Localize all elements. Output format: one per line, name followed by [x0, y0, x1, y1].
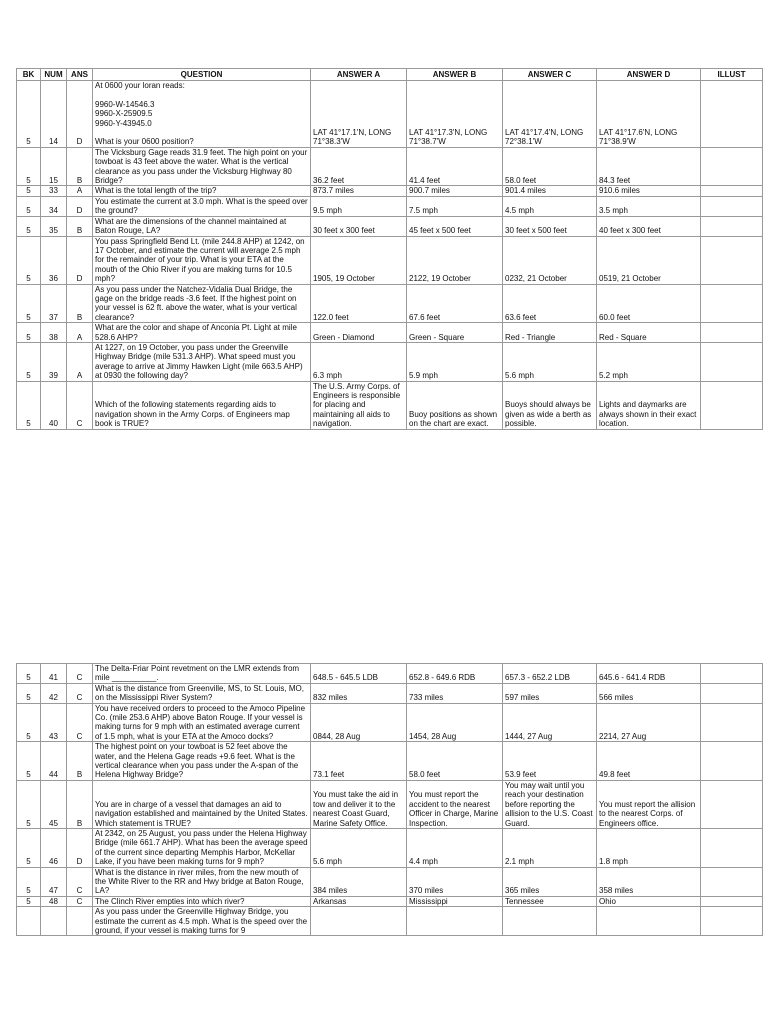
bk-cell: 5: [17, 867, 41, 896]
answer-a-cell: 36.2 feet: [311, 147, 407, 186]
answer-d-cell: 5.2 mph: [597, 342, 701, 381]
question-cell: What are the color and shape of Anconia Pt. Light at mile 528.6 AHP?: [93, 323, 311, 343]
illust-cell: [701, 381, 763, 429]
bk-cell: 5: [17, 186, 41, 196]
answer-a-cell: 648.5 - 645.5 LDB: [311, 664, 407, 684]
illust-cell: [701, 780, 763, 828]
answer-b-cell: LAT 41°17.3'N, LONG 71°38.7'W: [407, 81, 503, 148]
table-row: [17, 284, 763, 323]
num-cell: 33: [41, 186, 67, 196]
answer-d-cell: 84.3 feet: [597, 147, 701, 186]
ans-cell: C: [67, 867, 93, 896]
answer-d-cell: 910.6 miles: [597, 186, 701, 196]
table-row: [17, 780, 763, 828]
answer-c-cell: LAT 41°17.4'N, LONG 72°38.1'W: [503, 81, 597, 148]
table-row: [17, 683, 763, 703]
answer-a-cell: You must take the aid in tow and deliver it to the nearest Coast Guard, Marine Safety Office.: [311, 780, 407, 828]
bk-cell: 5: [17, 342, 41, 381]
illust-cell: [701, 284, 763, 323]
num-cell: 14: [41, 81, 67, 148]
header-answer-b: ANSWER B: [407, 69, 503, 81]
ans-cell: B: [67, 284, 93, 323]
illust-cell: [701, 342, 763, 381]
table-row: [17, 147, 763, 186]
answer-d-cell: 2214, 27 Aug: [597, 703, 701, 742]
table-row: [17, 342, 763, 381]
answer-a-cell: LAT 41°17.1'N, LONG 71°38.3'W: [311, 81, 407, 148]
answer-d-cell: LAT 41°17.6'N, LONG 71°38.9'W: [597, 81, 701, 148]
illust-cell: [701, 896, 763, 906]
answer-b-cell: 2122, 19 October: [407, 236, 503, 284]
answer-a-cell: The U.S. Army Corps. of Engineers is responsible for placing and maintaining all aids to navigation.: [311, 381, 407, 429]
ans-cell: A: [67, 186, 93, 196]
question-cell: The Vicksburg Gage reads 31.9 feet. The high point on your towboat is 43 feet above the water. What is the vertical clearance as you pass under the Vicksburg Highway 80 Bridge?: [93, 147, 311, 186]
answer-a-cell: 873.7 miles: [311, 186, 407, 196]
bk-cell: 5: [17, 323, 41, 343]
answer-c-cell: 5.6 mph: [503, 342, 597, 381]
question-cell: The Delta-Friar Point revetment on the LMR extends from mile __________.: [93, 664, 311, 684]
num-cell: 43: [41, 703, 67, 742]
answer-c-cell: 2.1 mph: [503, 828, 597, 867]
answer-d-cell: 49.8 feet: [597, 742, 701, 781]
num-cell: 15: [41, 147, 67, 186]
bk-cell: 5: [17, 236, 41, 284]
num-cell: 47: [41, 867, 67, 896]
answer-a-cell: 0844, 28 Aug: [311, 703, 407, 742]
question-cell: You have received orders to proceed to the Amoco Pipeline Co. (mile 253.6 AHP) above Baton Rouge. If your vessel is making turns for 9 mph with an estimated average current of 1.5 mph, what is your ETA at the Amoco docks?: [93, 703, 311, 742]
answer-a-cell: 73.1 feet: [311, 742, 407, 781]
bk-cell: 5: [17, 683, 41, 703]
num-cell: 48: [41, 896, 67, 906]
question-cell: As you pass under the Natchez-Vidalia Dual Bridge, the gage on the bridge reads -3.6 feet. If the highest point on your vessel is 62 ft. above the water, what is your vertical clearance?: [93, 284, 311, 323]
answer-d-cell: 358 miles: [597, 867, 701, 896]
table-row: [17, 896, 763, 906]
answer-b-cell: Buoy positions as shown on the chart are exact.: [407, 381, 503, 429]
num-cell: 35: [41, 216, 67, 236]
answer-b-cell: Mississippi: [407, 896, 503, 906]
ans-cell: C: [67, 664, 93, 684]
table-row: [17, 742, 763, 781]
bk-cell: 5: [17, 216, 41, 236]
bk-cell: 5: [17, 828, 41, 867]
header-row: [17, 69, 763, 81]
illust-cell: [701, 867, 763, 896]
ans-cell: C: [67, 703, 93, 742]
ans-cell: A: [67, 342, 93, 381]
answer-c-cell: 58.0 feet: [503, 147, 597, 186]
answer-b-cell: 733 miles: [407, 683, 503, 703]
header-bk: BK: [17, 69, 41, 81]
answer-c-cell: Buoys should always be given as wide a berth as possible.: [503, 381, 597, 429]
bk-cell: 5: [17, 81, 41, 148]
answer-d-cell: 0519, 21 October: [597, 236, 701, 284]
answer-d-cell: [597, 907, 701, 936]
table-row: [17, 703, 763, 742]
header-illust: ILLUST: [701, 69, 763, 81]
ans-cell: D: [67, 828, 93, 867]
question-cell: What is the distance in river miles, from the new mouth of the White River to the RR and Hwy bridge at Baton Rouge, LA?: [93, 867, 311, 896]
answer-a-cell: [311, 907, 407, 936]
num-cell: 38: [41, 323, 67, 343]
num-cell: 39: [41, 342, 67, 381]
ans-cell: B: [67, 780, 93, 828]
answer-b-cell: [407, 907, 503, 936]
question-cell: What are the dimensions of the channel maintained at Baton Rouge, LA?: [93, 216, 311, 236]
answer-a-cell: 122.0 feet: [311, 284, 407, 323]
ans-cell: B: [67, 216, 93, 236]
answer-c-cell: 657.3 - 652.2 LDB: [503, 664, 597, 684]
header-question: QUESTION: [93, 69, 311, 81]
answer-c-cell: 4.5 mph: [503, 196, 597, 216]
answer-b-cell: 41.4 feet: [407, 147, 503, 186]
num-cell: [41, 907, 67, 936]
answer-c-cell: 901.4 miles: [503, 186, 597, 196]
bk-cell: [17, 907, 41, 936]
answer-c-cell: [503, 907, 597, 936]
answer-b-cell: 67.6 feet: [407, 284, 503, 323]
illust-cell: [701, 147, 763, 186]
num-cell: 37: [41, 284, 67, 323]
num-cell: 34: [41, 196, 67, 216]
table-row: [17, 664, 763, 684]
table-row: [17, 236, 763, 284]
answer-b-cell: 652.8 - 649.6 RDB: [407, 664, 503, 684]
ans-cell: C: [67, 683, 93, 703]
num-cell: 36: [41, 236, 67, 284]
ans-cell: C: [67, 896, 93, 906]
ans-cell: B: [67, 147, 93, 186]
answer-d-cell: 566 miles: [597, 683, 701, 703]
answer-b-cell: 370 miles: [407, 867, 503, 896]
question-cell: What is the total length of the trip?: [93, 186, 311, 196]
num-cell: 46: [41, 828, 67, 867]
answer-b-cell: 900.7 miles: [407, 186, 503, 196]
answer-a-cell: Arkansas: [311, 896, 407, 906]
bk-cell: 5: [17, 381, 41, 429]
answer-b-cell: 4.4 mph: [407, 828, 503, 867]
header-answer-a: ANSWER A: [311, 69, 407, 81]
ans-cell: D: [67, 236, 93, 284]
answer-d-cell: 60.0 feet: [597, 284, 701, 323]
header-num: NUM: [41, 69, 67, 81]
answer-c-cell: 63.6 feet: [503, 284, 597, 323]
illust-cell: [701, 236, 763, 284]
answer-d-cell: Red - Square: [597, 323, 701, 343]
num-cell: 42: [41, 683, 67, 703]
bk-cell: 5: [17, 196, 41, 216]
header-answer-d: ANSWER D: [597, 69, 701, 81]
illust-cell: [701, 186, 763, 196]
question-cell: As you pass under the Greenville Highway Bridge, you estimate the current as 4.5 mph. What is the speed over the ground, if your vessel is making turns for 9: [93, 907, 311, 936]
table-row: [17, 828, 763, 867]
answer-a-cell: 6.3 mph: [311, 342, 407, 381]
answer-c-cell: 1444, 27 Aug: [503, 703, 597, 742]
answer-a-cell: 1905, 19 October: [311, 236, 407, 284]
answer-d-cell: 40 feet x 300 feet: [597, 216, 701, 236]
question-cell: You pass Springfield Bend Lt. (mile 244.8 AHP) at 1242, on 17 October, and estimate the current will average 2.5 mph for the remainder of your trip. What is your ETA at the mouth of the Ohio River if you are making turns for 10.5 mph?: [93, 236, 311, 284]
table-row: [17, 323, 763, 343]
answer-d-cell: 645.6 - 641.4 RDB: [597, 664, 701, 684]
illust-cell: [701, 323, 763, 343]
illust-cell: [701, 196, 763, 216]
illust-cell: [701, 81, 763, 148]
bk-cell: 5: [17, 896, 41, 906]
illust-cell: [701, 742, 763, 781]
table-row: [17, 81, 763, 148]
illust-cell: [701, 828, 763, 867]
num-cell: 45: [41, 780, 67, 828]
question-cell: At 1227, on 19 October, you pass under the Greenville Highway Bridge (mile 531.3 AHP). What speed must you average to arrive at Jimmy Hawken Light (mile 663.5 AHP) at 0930 the following day?: [93, 342, 311, 381]
question-cell: The Clinch River empties into which river?: [93, 896, 311, 906]
answer-b-cell: 58.0 feet: [407, 742, 503, 781]
answer-c-cell: 53.9 feet: [503, 742, 597, 781]
table-1-body: [17, 81, 763, 430]
ans-cell: B: [67, 742, 93, 781]
bk-cell: 5: [17, 664, 41, 684]
answer-d-cell: 1.8 mph: [597, 828, 701, 867]
answer-a-cell: 384 miles: [311, 867, 407, 896]
header-ans: ANS: [67, 69, 93, 81]
answer-b-cell: Green - Square: [407, 323, 503, 343]
ans-cell: [67, 907, 93, 936]
table-row: [17, 186, 763, 196]
table-row: [17, 381, 763, 429]
answer-c-cell: 597 miles: [503, 683, 597, 703]
answer-a-cell: 9.5 mph: [311, 196, 407, 216]
answer-b-cell: 1454, 28 Aug: [407, 703, 503, 742]
ans-cell: D: [67, 81, 93, 148]
num-cell: 40: [41, 381, 67, 429]
table-row: [17, 196, 763, 216]
answer-c-cell: 30 feet x 500 feet: [503, 216, 597, 236]
illust-cell: [701, 703, 763, 742]
question-cell: The highest point on your towboat is 52 feet above the water, and the Helena Gage reads +9.6 feet. What is the vertical clearance when you pass under the A-span of the Helena Highway Bridge?: [93, 742, 311, 781]
answer-a-cell: 832 miles: [311, 683, 407, 703]
table-row: [17, 216, 763, 236]
answer-c-cell: You may wait until you reach your destination before reporting the allision to the U.S. Coast Guard.: [503, 780, 597, 828]
ans-cell: D: [67, 196, 93, 216]
ans-cell: C: [67, 381, 93, 429]
bk-cell: 5: [17, 780, 41, 828]
illust-cell: [701, 216, 763, 236]
bk-cell: 5: [17, 284, 41, 323]
answer-c-cell: Tennessee: [503, 896, 597, 906]
answer-b-cell: You must report the accident to the nearest Officer in Charge, Marine Inspection.: [407, 780, 503, 828]
answer-d-cell: 3.5 mph: [597, 196, 701, 216]
answer-d-cell: Lights and daymarks are always shown in their exact location.: [597, 381, 701, 429]
question-cell: You estimate the current at 3.0 mph. What is the speed over the ground?: [93, 196, 311, 216]
answer-d-cell: You must report the allision to the nearest Corps. of Engineers office.: [597, 780, 701, 828]
illust-cell: [701, 664, 763, 684]
bk-cell: 5: [17, 703, 41, 742]
question-cell: You are in charge of a vessel that damages an aid to navigation established and maintained by the United States. Which statement is TRUE?: [93, 780, 311, 828]
answer-b-cell: 7.5 mph: [407, 196, 503, 216]
bk-cell: 5: [17, 147, 41, 186]
answer-c-cell: 0232, 21 October: [503, 236, 597, 284]
question-cell: At 2342, on 25 August, you pass under the Helena Highway Bridge (mile 661.7 AHP). What has been the average speed of the current since departing Memphis Harbor, McKellar Lake, if you have been making turns for 9 mph?: [93, 828, 311, 867]
question-cell: At 0600 your loran reads: 9960-W-14546.3 9960-X-25909.5 9960-Y-43945.0 What is your 0600 position?: [93, 81, 311, 148]
answer-d-cell: Ohio: [597, 896, 701, 906]
num-cell: 41: [41, 664, 67, 684]
answer-b-cell: 5.9 mph: [407, 342, 503, 381]
num-cell: 44: [41, 742, 67, 781]
illust-cell: [701, 907, 763, 936]
table-2-body: [17, 664, 763, 936]
table-row: [17, 907, 763, 936]
table-row: [17, 867, 763, 896]
illust-cell: [701, 683, 763, 703]
answer-c-cell: Red - Triangle: [503, 323, 597, 343]
answer-a-cell: Green - Diamond: [311, 323, 407, 343]
ans-cell: A: [67, 323, 93, 343]
questions-table-2: [16, 663, 763, 936]
answer-a-cell: 30 feet x 300 feet: [311, 216, 407, 236]
answer-a-cell: 5.6 mph: [311, 828, 407, 867]
question-cell: What is the distance from Greenville, MS, to St. Louis, MO, on the Mississippi River System?: [93, 683, 311, 703]
bk-cell: 5: [17, 742, 41, 781]
question-cell: Which of the following statements regarding aids to navigation shown in the Army Corps. of Engineers map book is TRUE?: [93, 381, 311, 429]
answer-c-cell: 365 miles: [503, 867, 597, 896]
questions-table-1: [16, 68, 763, 430]
header-answer-c: ANSWER C: [503, 69, 597, 81]
answer-b-cell: 45 feet x 500 feet: [407, 216, 503, 236]
